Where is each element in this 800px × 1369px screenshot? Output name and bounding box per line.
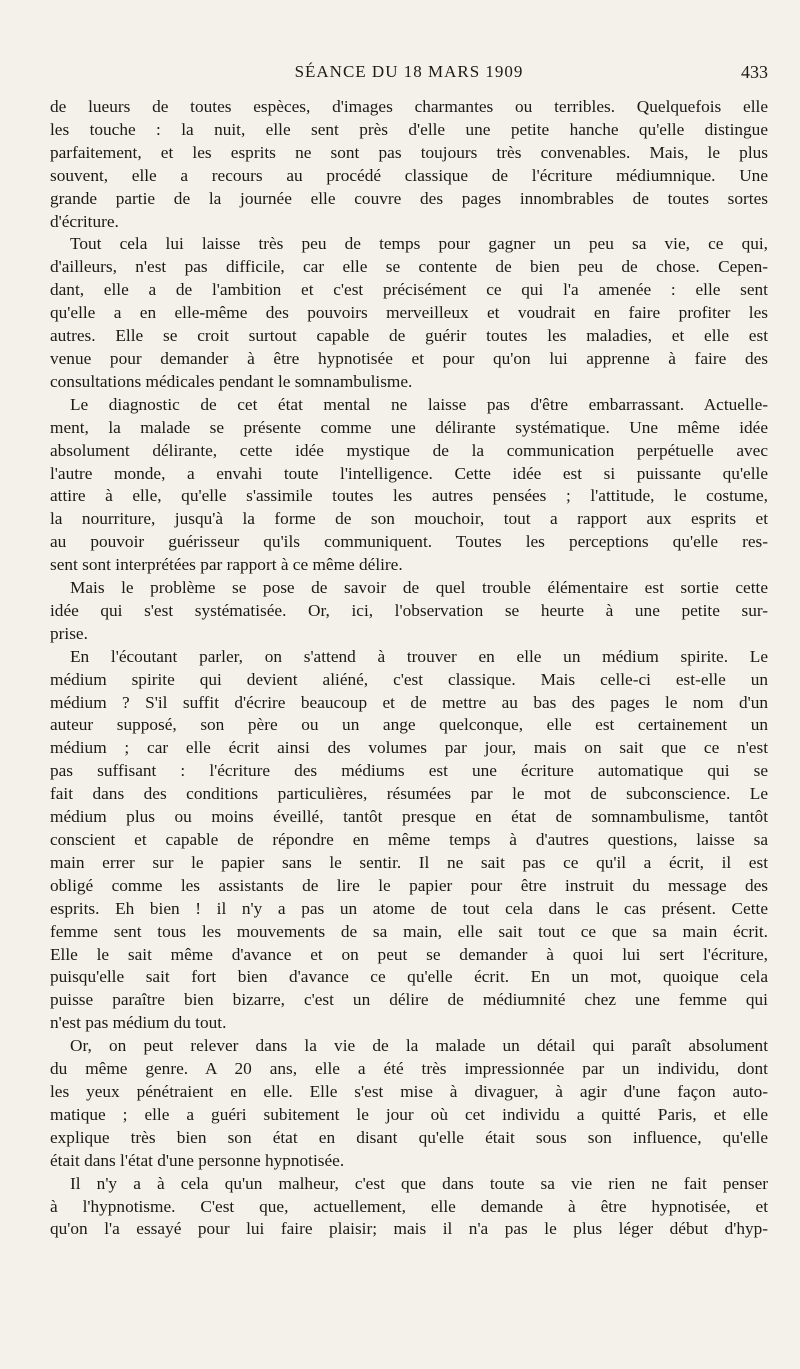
text-line: médium ; car elle écrit ainsi des volumes par jour, mais on sait que ce n'est bbox=[50, 738, 768, 758]
text-line: Tout cela lui laisse très peu de temps pour gagner un peu sa vie, ce qui, bbox=[70, 234, 768, 254]
text-line: Il n'y a à cela qu'un malheur, c'est que dans toute sa vie rien ne fait penser bbox=[70, 1173, 768, 1193]
text-line: n'est pas médium du tout. bbox=[50, 1013, 227, 1033]
text-line: médium plus ou moins éveillé, tantôt presque en état de somnambulisme, tantôt bbox=[50, 807, 768, 827]
text-line: l'autre monde, a envahi toute l'intelligence. Cette idée est si puissante qu'elle bbox=[50, 463, 768, 483]
body-text bbox=[50, 96, 768, 1241]
text-line: les touche : la nuit, elle sent près d'elle une petite hanche qu'elle distingue bbox=[50, 119, 768, 139]
text-line: Le diagnostic de cet état mental ne laisse pas d'être embarrassant. Actuelle- bbox=[70, 394, 768, 414]
text-line: grande partie de la journée elle couvre des pages innombrables de toutes sortes bbox=[50, 188, 768, 208]
text-line: absolument délirante, cette idée mystique de la communication perpétuelle avec bbox=[50, 440, 768, 460]
text-line: Mais le problème se pose de savoir de quel trouble élémentaire est sortie cette bbox=[70, 578, 768, 598]
text-line: du même genre. A 20 ans, elle a été très impressionnée par un individu, dont bbox=[50, 1059, 768, 1079]
text-line: obligé comme les assistants de lire le papier pour être instruit du message des bbox=[50, 875, 768, 895]
text-line: qu'elle a en elle-même des pouvoirs merveilleux et voudrait en faire profiter les bbox=[50, 303, 768, 323]
text-line: esprits. Eh bien ! il n'y a pas un atome de tout cela dans le cas présent. Cette bbox=[50, 898, 768, 918]
text-line: d'écriture. bbox=[50, 211, 119, 231]
text-line: sent sont interprétées par rapport à ce même délire. bbox=[50, 555, 403, 575]
text-line: qu'on l'a essayé pour lui faire plaisir; mais il n'a pas le plus léger début d'hyp- bbox=[50, 1219, 768, 1239]
text-line: fait dans des conditions particulières, résumées par le mot de subconscience. Le bbox=[50, 784, 768, 804]
text-line: ment, la malade se présente comme une délirante systématique. Une même idée bbox=[50, 417, 768, 437]
text-line: auteur supposé, son père ou un ange quelconque, elle est certainement un bbox=[50, 715, 768, 735]
text-line: explique très bien son état en disant qu'elle était sous son influence, qu'elle bbox=[50, 1127, 768, 1147]
text-line: puisqu'elle sait fort bien d'avance ce qu'elle écrit. En un mot, quoique cela bbox=[50, 967, 768, 987]
text-line: attire à elle, qu'elle s'assimile toutes les autres pensées ; l'attitude, le costume, bbox=[50, 486, 768, 506]
text-line: consultations médicales pendant le somnambulisme. bbox=[50, 371, 413, 391]
text-line: Or, on peut relever dans la vie de la malade un détail qui paraît absolument bbox=[70, 1036, 768, 1056]
text-line: puisse paraître bien bizarre, c'est un délire de médiumnité chez une femme qui bbox=[50, 990, 768, 1010]
text-line: conscient et capable de répondre en même temps à d'autres questions, laisse sa bbox=[50, 830, 768, 849]
text-line: Elle le sait même d'avance et on peut se demander à quoi lui sert l'écriture, bbox=[50, 944, 768, 964]
text-line: autres. Elle se croit surtout capable de guérir toutes les maladies, et elle est bbox=[50, 326, 768, 346]
text-line: pas suffisant : l'écriture des médiums est une écriture automatique qui se bbox=[50, 761, 768, 781]
page-header bbox=[50, 62, 768, 86]
page-number: 433 bbox=[741, 62, 768, 82]
text-line: d'ailleurs, n'est pas difficile, car elle se contente de bien peu de chose. Cepen- bbox=[50, 257, 768, 277]
text-line: femme sent tous les mouvements de sa main, elle sait tout ce que sa main écrit. bbox=[50, 921, 768, 941]
text-line: était dans l'état d'une personne hypnotisée. bbox=[50, 1150, 345, 1170]
text-line: médium spirite qui devient aliéné, c'est classique. Mais celle-ci est-elle un bbox=[50, 669, 768, 689]
text-line: prise. bbox=[50, 623, 88, 643]
text-line: médium ? S'il suffit d'écrire beaucoup et de mettre au bas des pages le nom d'un bbox=[50, 692, 768, 712]
text-line: souvent, elle a recours au procédé classique de l'écriture médiumnique. Une bbox=[50, 165, 768, 185]
text-line: au pouvoir guérisseur qu'ils communiquent. Toutes les perceptions qu'elle res- bbox=[50, 532, 768, 552]
text-line: de lueurs de toutes espèces, d'images charmantes ou terribles. Quelquefois elle bbox=[50, 97, 768, 116]
text-line: idée qui s'est systématisée. Or, ici, l'observation se heurte à une petite sur- bbox=[50, 600, 768, 620]
text-line: venue pour demander à être hypnotisée et pour qu'on lui apprenne à faire des bbox=[50, 348, 768, 368]
text-line: matique ; elle a guéri subitement le jour où cet individu a quitté Paris, et elle bbox=[50, 1104, 768, 1124]
text-line: à l'hypnotisme. C'est que, actuellement, elle demande à être hypnotisée, et bbox=[50, 1196, 768, 1216]
text-line: main errer sur le papier sans le sentir. Il ne sait pas ce qu'il a écrit, il est bbox=[50, 852, 768, 872]
text-line: parfaitement, et les esprits ne sont pas toujours très convenables. Mais, le plus bbox=[50, 142, 768, 162]
text-line: les yeux pénétraient en elle. Elle s'est mise à divaguer, à agir d'une façon auto- bbox=[50, 1081, 768, 1101]
text-line: dant, elle a de l'ambition et c'est précisément ce qui l'a amenée : elle sent bbox=[50, 280, 768, 300]
text-line: En l'écoutant parler, on s'attend à trouver en elle un médium spirite. Le bbox=[70, 646, 768, 666]
running-title: SÉANCE DU 18 MARS 1909 bbox=[294, 62, 524, 81]
text-line: la nourriture, jusqu'à la forme de son mouchoir, tout a rapport aux esprits et bbox=[50, 509, 768, 529]
